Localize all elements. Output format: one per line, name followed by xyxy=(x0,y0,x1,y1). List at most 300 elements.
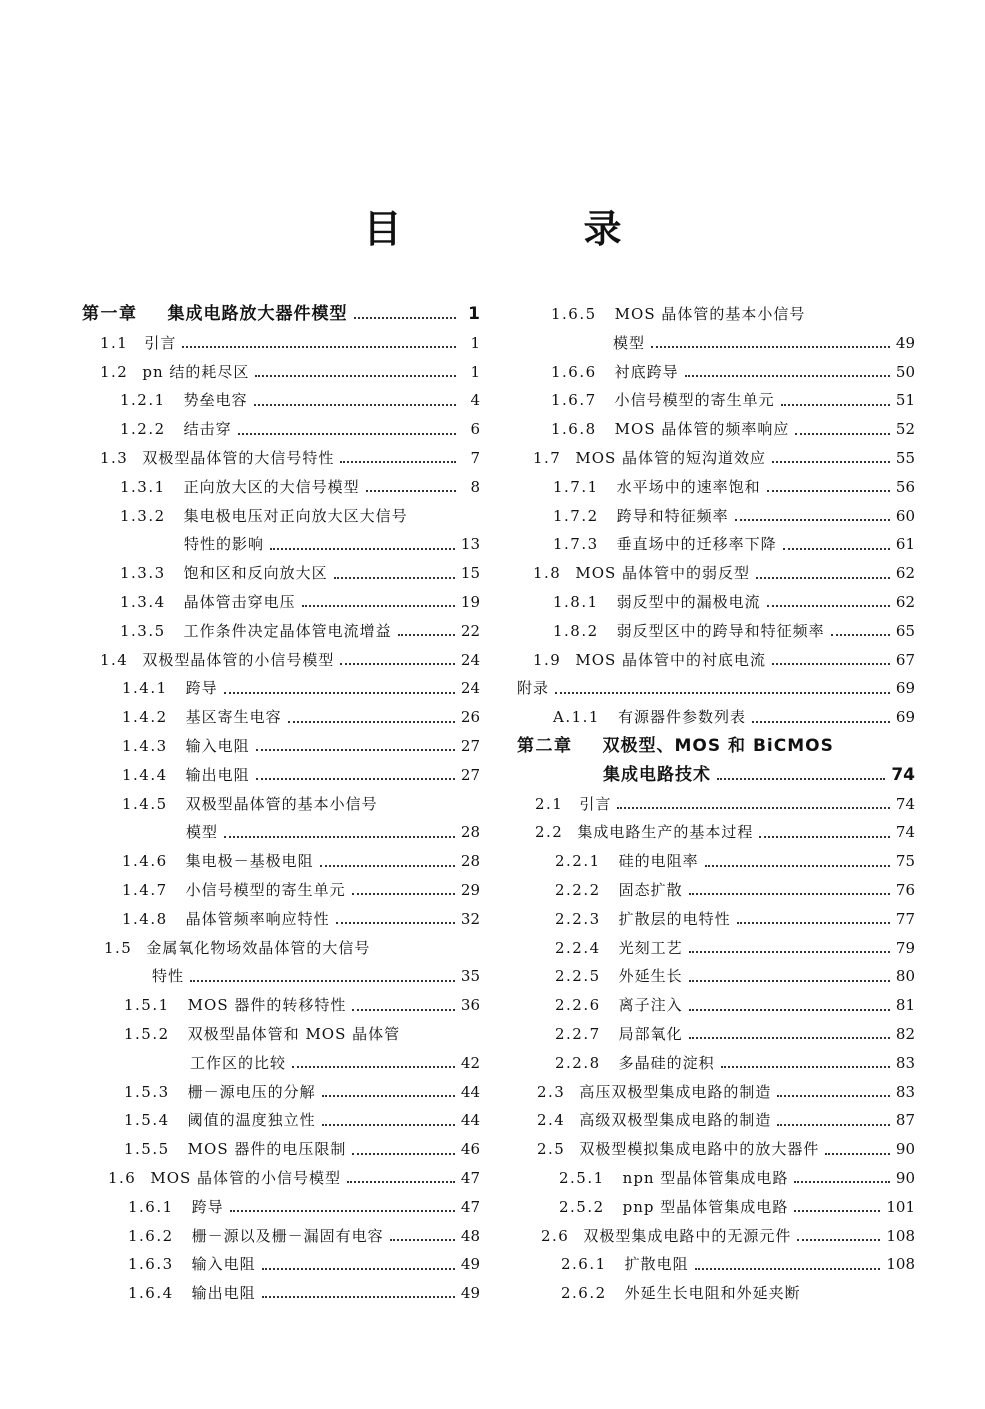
toc-entry-number: 第一章 xyxy=(82,304,138,324)
toc-entry[interactable] xyxy=(517,1164,915,1193)
toc-entry-title: 衬底跨导 xyxy=(614,362,679,381)
toc-entry[interactable] xyxy=(82,876,480,905)
toc-leader-dots xyxy=(737,922,890,924)
toc-leader-dots xyxy=(302,605,455,607)
toc-entry[interactable] xyxy=(82,358,480,387)
toc-left-column xyxy=(82,300,480,1308)
toc-leader-dots xyxy=(352,1009,455,1011)
toc-entry[interactable] xyxy=(517,818,915,847)
toc-leader-dots xyxy=(752,721,890,723)
toc-leader-dots xyxy=(270,548,455,550)
toc-entry-number: 1.6.6 xyxy=(551,362,597,381)
toc-entry-number: 1.7.2 xyxy=(553,506,599,525)
toc-entry-number: 2.2.4 xyxy=(555,938,601,957)
toc-leader-dots xyxy=(705,865,890,867)
toc-entry-title: 附录 xyxy=(517,679,550,698)
toc-entry-number: 2.2.6 xyxy=(555,996,601,1015)
toc-entry-number: 1.9 xyxy=(533,650,562,669)
toc-entry-number: 1.8.2 xyxy=(553,621,599,640)
toc-entry-title: 弱反型区中的跨导和特征频率 xyxy=(616,621,825,640)
toc-entry-page: 90 xyxy=(895,1140,915,1159)
toc-leader-dots xyxy=(831,634,890,636)
toc-entry[interactable] xyxy=(517,358,915,387)
toc-leader-dots xyxy=(772,461,890,463)
toc-entry-number: 2.1 xyxy=(535,794,564,813)
toc-entry-title: MOS 晶体管的基本小信号 xyxy=(614,305,806,323)
toc-leader-dots xyxy=(182,346,456,348)
toc-leader-dots xyxy=(795,433,890,435)
toc-entry-page: 48 xyxy=(460,1226,480,1245)
toc-entry[interactable] xyxy=(517,876,915,905)
toc-entry-number: 1.4.2 xyxy=(122,708,168,727)
page-title: 目 录 xyxy=(363,207,694,251)
toc-entry-page: 90 xyxy=(895,1168,915,1187)
toc-entry[interactable] xyxy=(82,934,480,963)
toc-entry-title: 势垒电容 xyxy=(183,391,248,410)
toc-entry[interactable] xyxy=(82,674,480,703)
toc-entry-title: 双极型、MOS 和 BiCMOS xyxy=(602,735,834,756)
toc-leader-dots xyxy=(767,490,890,492)
toc-entry-title: 有源器件参数列表 xyxy=(617,708,746,727)
toc-entry-page: 62 xyxy=(895,592,915,611)
toc-entry-page: 74 xyxy=(891,764,915,785)
toc-entry-page: 83 xyxy=(895,1053,915,1072)
toc-entry-page: 60 xyxy=(895,506,915,525)
toc-entry-page: 55 xyxy=(895,448,915,467)
toc-entry-number: 第二章 xyxy=(517,735,573,756)
toc-entry[interactable] xyxy=(82,1222,480,1251)
toc-entry-title: MOS 晶体管中的衬底电流 xyxy=(575,650,767,669)
toc-entry[interactable] xyxy=(82,1279,480,1308)
toc-leader-dots xyxy=(825,1153,890,1155)
toc-entry-number: A.1.1 xyxy=(553,708,600,727)
toc-entry-title: 基区寄生电容 xyxy=(185,708,282,727)
toc-entry-title: 小信号模型的寄生单元 xyxy=(185,880,346,899)
toc-entry[interactable] xyxy=(517,617,915,646)
toc-entry-number: 1.2.1 xyxy=(120,391,166,410)
toc-entry-page: 79 xyxy=(895,938,915,957)
toc-entry-page: 44 xyxy=(460,1082,480,1101)
toc-entry[interactable] xyxy=(517,502,915,531)
toc-entry-title: 结击穿 xyxy=(183,420,232,439)
toc-entry-page: 61 xyxy=(895,535,915,554)
toc-entry-title: 硅的电阻率 xyxy=(618,852,699,871)
toc-entry-page: 22 xyxy=(460,621,480,640)
toc-entry[interactable] xyxy=(82,732,480,761)
toc-entry-number: 2.2.1 xyxy=(555,852,601,871)
toc-entry[interactable] xyxy=(82,761,480,790)
toc-entry[interactable] xyxy=(517,1049,915,1078)
toc-entry[interactable] xyxy=(82,415,480,444)
toc-leader-dots xyxy=(797,1239,880,1241)
toc-entry-title: MOS 晶体管的小信号模型 xyxy=(150,1168,342,1187)
toc-entry-title: 双极型晶体管的基本小信号 xyxy=(185,794,378,813)
toc-leader-dots xyxy=(689,951,890,953)
toc-leader-dots xyxy=(617,807,890,809)
toc-entry-number: 2.2.8 xyxy=(555,1053,601,1072)
toc-entry-title: 双极型晶体管的小信号模型 xyxy=(142,650,335,669)
toc-entry[interactable] xyxy=(517,588,915,617)
toc-entry[interactable] xyxy=(517,415,915,444)
toc-entry-page: 108 xyxy=(886,1255,915,1274)
toc-entry-number: 2.5 xyxy=(537,1140,566,1159)
toc-leader-dots xyxy=(254,404,456,406)
toc-entry[interactable] xyxy=(82,790,480,819)
toc-entry[interactable] xyxy=(82,962,480,991)
toc-entry-page: 4 xyxy=(470,391,480,410)
toc-entry[interactable] xyxy=(82,1106,480,1135)
toc-entry-title: MOS 晶体管的短沟道效应 xyxy=(575,448,767,467)
toc-entry[interactable] xyxy=(517,444,915,473)
toc-entry-page: 1 xyxy=(470,333,480,352)
toc-entry[interactable] xyxy=(517,962,915,991)
toc-entry[interactable] xyxy=(82,386,480,415)
toc-entry-page: 44 xyxy=(460,1111,480,1130)
toc-entry[interactable] xyxy=(517,703,915,732)
toc-entry[interactable] xyxy=(82,1250,480,1279)
toc-leader-dots xyxy=(322,1124,455,1126)
toc-entry[interactable] xyxy=(517,1193,915,1222)
toc-entry[interactable] xyxy=(82,329,480,358)
toc-entry-page: 49 xyxy=(460,1284,480,1303)
toc-entry-title: 双极型晶体管和 MOS 晶体管 xyxy=(187,1024,401,1043)
toc-entry[interactable] xyxy=(517,300,915,329)
toc-entry-number: 2.2.5 xyxy=(555,967,601,986)
toc-entry[interactable] xyxy=(82,1078,480,1107)
toc-entry[interactable] xyxy=(82,530,480,559)
toc-entry-title: 模型 xyxy=(186,823,219,842)
toc-entry-title: 跨导和特征频率 xyxy=(616,506,729,525)
toc-entry-title: 栅－源以及栅－漏固有电容 xyxy=(191,1226,384,1245)
toc-entry-title: 高压双极型集成电路的制造 xyxy=(579,1082,772,1101)
toc-entry-title: 双极型模拟集成电路中的放大器件 xyxy=(579,1140,820,1159)
toc-entry-title: 垂直场中的迁移率下降 xyxy=(616,535,777,554)
toc-entry[interactable] xyxy=(82,646,480,675)
toc-entry-number: 1.3.3 xyxy=(120,564,166,583)
toc-entry-title: 集成电路放大器件模型 xyxy=(167,304,348,324)
toc-entry-title: 弱反型中的漏极电流 xyxy=(616,592,761,611)
toc-entry-page: 28 xyxy=(460,852,480,871)
toc-entry-number: 1.8.1 xyxy=(553,592,599,611)
toc-entry-title: 栅－源电压的分解 xyxy=(187,1082,316,1101)
toc-entry-number: 1.2 xyxy=(100,362,129,381)
toc-entry-number: 1.4.8 xyxy=(122,909,168,928)
toc-leader-dots xyxy=(224,836,455,838)
toc-entry[interactable] xyxy=(82,473,480,502)
toc-entry[interactable] xyxy=(82,1135,480,1164)
toc-entry-number: 1.5.4 xyxy=(124,1111,170,1130)
toc-entry-number: 1.3.2 xyxy=(120,506,166,525)
toc-entry-page: 80 xyxy=(895,967,915,986)
toc-entry-title: 引言 xyxy=(144,333,177,352)
toc-entry-title: 水平场中的速率饱和 xyxy=(616,477,761,496)
toc-leader-dots xyxy=(794,1210,880,1212)
toc-leader-dots xyxy=(398,634,455,636)
toc-entry-title: 晶体管击穿电压 xyxy=(183,592,296,611)
toc-entry-number: 1.5 xyxy=(104,938,133,957)
toc-leader-dots xyxy=(334,577,455,579)
toc-entry-page: 6 xyxy=(470,420,480,439)
toc-entry-title: 双极型集成电路中的无源元件 xyxy=(583,1226,792,1245)
toc-entry-title: 扩散层的电特性 xyxy=(618,909,731,928)
toc-entry-title: 扩散电阻 xyxy=(624,1255,689,1274)
toc-entry-title: 模型 xyxy=(613,333,646,352)
toc-entry[interactable] xyxy=(517,761,915,790)
toc-leader-dots xyxy=(238,433,456,435)
toc-entry-title: 集成电路技术 xyxy=(603,764,711,785)
toc-entry-page: 36 xyxy=(460,996,480,1015)
toc-entry[interactable] xyxy=(517,473,915,502)
toc-entry-page: 42 xyxy=(460,1053,480,1072)
toc-entry[interactable] xyxy=(82,300,480,329)
toc-entry-page: 69 xyxy=(895,679,915,698)
toc-entry[interactable] xyxy=(82,991,480,1020)
toc-entry-page: 67 xyxy=(895,650,915,669)
toc-entry-title: 外延生长 xyxy=(618,967,683,986)
toc-leader-dots xyxy=(717,778,885,780)
toc-entry[interactable] xyxy=(517,934,915,963)
toc-entry-number: 1.5.5 xyxy=(124,1140,170,1159)
toc-entry-title: 晶体管频率响应特性 xyxy=(185,909,330,928)
toc-entry-number: 1.5.3 xyxy=(124,1082,170,1101)
toc-entry-page: 75 xyxy=(895,852,915,871)
toc-entry-number: 2.5.1 xyxy=(559,1168,605,1187)
toc-entry-number: 2.5.2 xyxy=(559,1197,605,1216)
toc-leader-dots xyxy=(288,721,455,723)
toc-entry-title: 离子注入 xyxy=(618,996,683,1015)
toc-leader-dots xyxy=(772,663,890,665)
toc-leader-dots xyxy=(777,1124,890,1126)
toc-entry-page: 46 xyxy=(460,1140,480,1159)
toc-entry[interactable] xyxy=(517,790,915,819)
toc-leader-dots xyxy=(262,1268,455,1270)
toc-leader-dots xyxy=(262,1296,455,1298)
toc-right-column xyxy=(517,300,915,1308)
toc-entry-number: 1.6.3 xyxy=(128,1255,174,1274)
toc-entry-page: 83 xyxy=(895,1082,915,1101)
toc-entry-title: 多晶硅的淀积 xyxy=(618,1053,715,1072)
toc-entry-title: 饱和区和反向放大区 xyxy=(183,564,328,583)
toc-entry[interactable] xyxy=(82,847,480,876)
toc-entry-page: 19 xyxy=(460,592,480,611)
toc-entry[interactable] xyxy=(82,502,480,531)
toc-leader-dots xyxy=(759,836,890,838)
toc-entry-title: MOS 晶体管中的弱反型 xyxy=(575,564,751,583)
toc-entry-page: 24 xyxy=(460,650,480,669)
toc-leader-dots xyxy=(256,749,455,751)
toc-leader-dots xyxy=(352,893,455,895)
toc-entry-title: 集电极电压对正向放大区大信号 xyxy=(183,506,408,525)
toc-entry[interactable] xyxy=(82,617,480,646)
toc-entry-title: 阈值的温度独立性 xyxy=(187,1111,316,1130)
toc-entry[interactable] xyxy=(82,1164,480,1193)
toc-entry-page: 47 xyxy=(460,1168,480,1187)
toc-leader-dots xyxy=(340,461,456,463)
toc-entry-number: 1.4.6 xyxy=(122,852,168,871)
toc-entry-page: 27 xyxy=(460,765,480,784)
toc-entry-page: 51 xyxy=(895,391,915,410)
toc-entry[interactable] xyxy=(517,674,915,703)
toc-entry-page: 69 xyxy=(895,708,915,727)
toc-entry-number: 1.5.2 xyxy=(124,1024,170,1043)
toc-entry-title: 双极型晶体管的大信号特性 xyxy=(142,448,335,467)
toc-leader-dots xyxy=(322,1095,455,1097)
toc-entry-page: 35 xyxy=(460,967,480,986)
toc-entry-number: 1.3 xyxy=(100,448,129,467)
toc-entry-page: 27 xyxy=(460,736,480,755)
toc-entry-title: 跨导 xyxy=(185,679,218,698)
toc-entry-number: 1.4 xyxy=(100,650,129,669)
toc-entry-number: 1.6.4 xyxy=(128,1284,174,1303)
toc-entry[interactable] xyxy=(517,559,915,588)
toc-leader-dots xyxy=(336,922,455,924)
toc-entry[interactable] xyxy=(82,588,480,617)
toc-entry-number: 1.6 xyxy=(108,1168,137,1187)
toc-entry-title: 工作区的比较 xyxy=(190,1053,287,1072)
toc-entry[interactable] xyxy=(517,530,915,559)
toc-entry-page: 28 xyxy=(460,823,480,842)
toc-entry-title: 特性的影响 xyxy=(184,535,265,554)
toc-leader-dots xyxy=(689,980,890,982)
toc-entry-page: 62 xyxy=(895,564,915,583)
toc-entry[interactable] xyxy=(517,1250,915,1279)
toc-leader-dots xyxy=(224,692,455,694)
toc-entry-page: 13 xyxy=(460,535,480,554)
toc-entry-page: 49 xyxy=(895,333,915,352)
toc-leader-dots xyxy=(777,1095,890,1097)
toc-entry-page: 87 xyxy=(895,1111,915,1130)
toc-entry[interactable] xyxy=(517,847,915,876)
toc-leader-dots xyxy=(695,1268,881,1270)
toc-entry-number: 1.3.5 xyxy=(120,621,166,640)
toc-entry-number: 1.4.5 xyxy=(122,794,168,813)
toc-entry-number: 2.4 xyxy=(537,1111,566,1130)
toc-entry-number: 2.3 xyxy=(537,1082,566,1101)
toc-leader-dots xyxy=(230,1210,455,1212)
toc-entry[interactable] xyxy=(82,1020,480,1049)
toc-entry-page: 49 xyxy=(460,1255,480,1274)
toc-leader-dots xyxy=(256,778,455,780)
toc-leader-dots xyxy=(794,1181,890,1183)
toc-entry-number: 1.7.1 xyxy=(553,477,599,496)
toc-entry-page: 76 xyxy=(895,880,915,899)
toc-entry-title: 金属氧化物场效晶体管的大信号 xyxy=(146,938,371,957)
toc-entry-page: 24 xyxy=(460,679,480,698)
toc-entry-title: 集电极－基极电阻 xyxy=(185,852,314,871)
toc-leader-dots xyxy=(390,1239,455,1241)
toc-entry-page: 65 xyxy=(895,621,915,640)
toc-entry-title: 外延生长电阻和外延夹断 xyxy=(624,1284,801,1303)
toc-entry-title: MOS 晶体管的频率响应 xyxy=(614,420,790,439)
toc-entry-number: 1.8 xyxy=(533,564,562,583)
toc-leader-dots xyxy=(651,346,890,348)
toc-entry-number: 1.4.4 xyxy=(122,765,168,784)
toc-entry-page: 101 xyxy=(886,1197,915,1216)
toc-entry-title: 小信号模型的寄生单元 xyxy=(614,391,775,410)
toc-entry-page: 108 xyxy=(886,1226,915,1245)
toc-entry[interactable] xyxy=(517,1078,915,1107)
toc-entry-page: 26 xyxy=(460,708,480,727)
toc-entry-title: 固态扩散 xyxy=(618,880,683,899)
toc-entry-number: 1.3.1 xyxy=(120,477,166,496)
toc-entry-title: 输出电阻 xyxy=(185,765,250,784)
toc-entry-page: 47 xyxy=(460,1197,480,1216)
toc-leader-dots xyxy=(354,317,457,319)
toc-entry-number: 2.6.1 xyxy=(561,1255,607,1274)
toc-entry[interactable] xyxy=(517,1106,915,1135)
toc-entry-number: 1.3.4 xyxy=(120,592,166,611)
toc-entry-title: MOS 器件的电压限制 xyxy=(187,1140,347,1159)
toc-entry[interactable] xyxy=(517,1279,915,1308)
toc-entry[interactable] xyxy=(517,329,915,358)
toc-entry-title: 引言 xyxy=(579,794,612,813)
toc-entry[interactable] xyxy=(82,444,480,473)
toc-leader-dots xyxy=(685,375,890,377)
toc-entry-page: 77 xyxy=(895,909,915,928)
toc-leader-dots xyxy=(781,404,890,406)
toc-entry[interactable] xyxy=(82,818,480,847)
toc-leader-dots xyxy=(689,893,890,895)
toc-entry[interactable] xyxy=(517,732,915,761)
toc-entry-page: 74 xyxy=(895,823,915,842)
toc-entry-title: 输入电阻 xyxy=(185,736,250,755)
toc-entry-number: 1.7.3 xyxy=(553,535,599,554)
toc-entry-number: 1.2.2 xyxy=(120,420,166,439)
toc-leader-dots xyxy=(292,1066,455,1068)
toc-entry[interactable] xyxy=(82,559,480,588)
toc-entry[interactable] xyxy=(517,905,915,934)
toc-entry[interactable] xyxy=(82,1193,480,1222)
toc-entry[interactable] xyxy=(517,991,915,1020)
toc-entry-number: 2.6 xyxy=(541,1226,570,1245)
toc-entry[interactable] xyxy=(517,1020,915,1049)
toc-entry-page: 52 xyxy=(895,420,915,439)
toc-entry[interactable] xyxy=(517,646,915,675)
toc-leader-dots xyxy=(555,692,890,694)
toc-entry[interactable] xyxy=(517,386,915,415)
toc-entry-number: 1.5.1 xyxy=(124,996,170,1015)
toc-entry[interactable] xyxy=(82,1049,480,1078)
toc-entry-number: 2.6.2 xyxy=(561,1284,607,1303)
toc-entry-page: 1 xyxy=(468,304,480,324)
toc-leader-dots xyxy=(689,1009,890,1011)
toc-entry-number: 2.2.3 xyxy=(555,909,601,928)
toc-entry-title: 局部氧化 xyxy=(618,1024,683,1043)
toc-entry-number: 1.4.7 xyxy=(122,880,168,899)
toc-entry[interactable] xyxy=(517,1222,915,1251)
toc-entry-title: 集成电路生产的基本过程 xyxy=(577,823,754,842)
toc-leader-dots xyxy=(340,663,455,665)
toc-entry-number: 1.7 xyxy=(533,448,562,467)
toc-entry[interactable] xyxy=(517,1135,915,1164)
toc-entry-page: 82 xyxy=(895,1024,915,1043)
toc-leader-dots xyxy=(347,1181,455,1183)
toc-entry-number: 1.1 xyxy=(100,333,129,352)
toc-leader-dots xyxy=(190,980,455,982)
toc-leader-dots xyxy=(767,605,890,607)
toc-entry-page: 81 xyxy=(895,996,915,1015)
toc-entry-title: 特性 xyxy=(152,967,185,986)
toc-entry-number: 1.4.1 xyxy=(122,679,168,698)
toc-entry-page: 29 xyxy=(460,880,480,899)
toc-entry[interactable] xyxy=(82,905,480,934)
toc-entry-page: 50 xyxy=(895,362,915,381)
toc-entry-title: MOS 器件的转移特性 xyxy=(187,996,347,1015)
toc-entry-page: 74 xyxy=(895,794,915,813)
toc-leader-dots xyxy=(689,1037,890,1039)
toc-entry-number: 1.6.2 xyxy=(128,1226,174,1245)
toc-entry[interactable] xyxy=(82,703,480,732)
